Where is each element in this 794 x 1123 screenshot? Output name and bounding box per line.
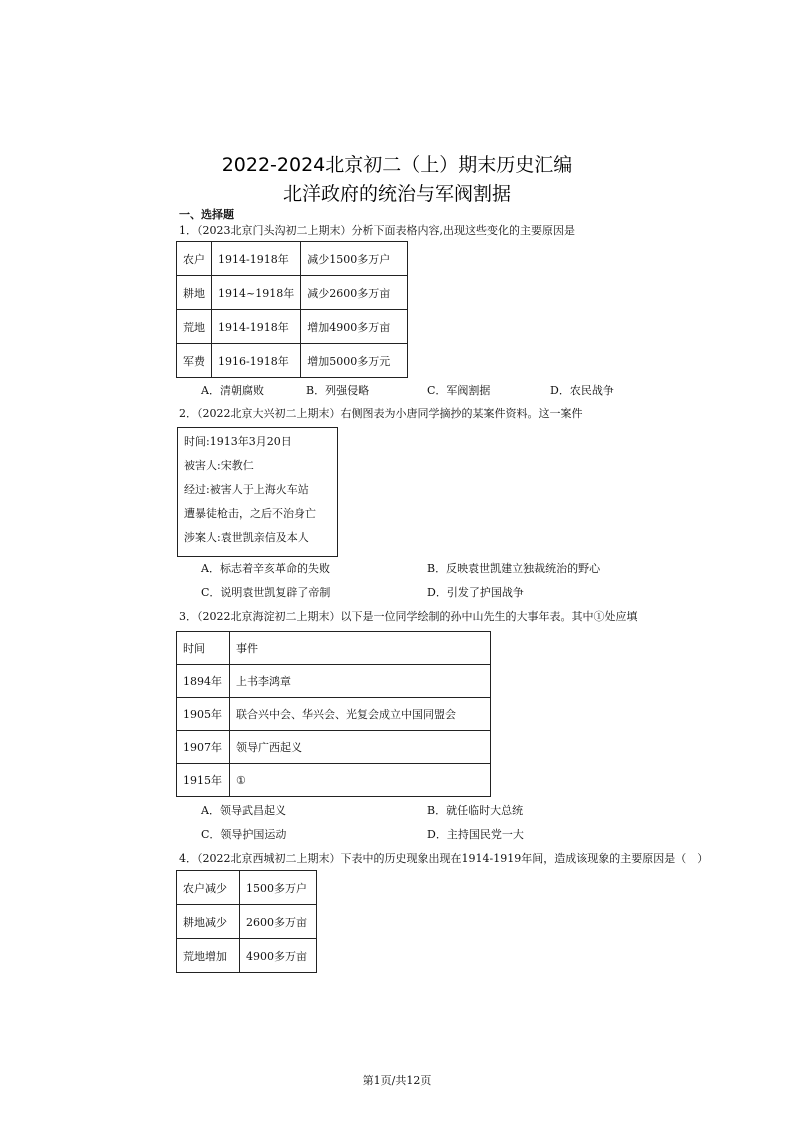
case-line: 被害人:宋教仁 [184,459,254,472]
table-cell: 联合兴中会、华兴会、光复会成立中国同盟会 [230,698,491,731]
q2-option-b: B．反映袁世凯建立独裁统治的野心 [427,562,601,575]
table-cell: 1915年 [177,764,230,797]
table-cell: 上书李鸿章 [230,665,491,698]
q2-stem: 2．（2022北京大兴初二上期末）右侧图表为小唐同学摘抄的某案件资料。这一案件 [179,407,583,420]
table-cell: 1914-1918年 [212,242,301,276]
table-cell: 农户减少 [177,871,240,905]
table-row [177,276,408,310]
section-heading: 一、选择题 [179,208,234,221]
table-cell: 减少2600多万亩 [301,276,408,310]
q1-option-b: B．列强侵略 [306,384,370,397]
table-row [177,242,408,276]
table-cell: 1914~1918年 [212,276,301,310]
table-row [177,344,408,378]
case-line: 涉案人:袁世凯亲信及本人 [184,531,309,544]
table-cell: 农户 [177,242,212,276]
table-cell: 1500多万户 [240,871,317,905]
table-cell: 增加5000多万元 [301,344,408,378]
document-title: 2022-2024北京初二（上）期末历史汇编 [221,154,573,176]
table-row [177,764,491,797]
table-cell: 荒地 [177,310,212,344]
table-cell: 1894年 [177,665,230,698]
table-cell: 1914-1918年 [212,310,301,344]
table-row [177,310,408,344]
q1-table [176,241,408,378]
q4-stem: 4．（2022北京西城初二上期末）下表中的历史现象出现在1914-1919年间，造成该现象的主要原因是（ ） [179,852,709,865]
table-cell: 4900多万亩 [240,939,317,973]
q3-table [176,631,491,797]
table-cell: 1905年 [177,698,230,731]
table-header-cell: 时间 [177,632,230,665]
q3-option-b: B．就任临时大总统 [427,804,524,817]
table-cell: 荒地增加 [177,939,240,973]
table-cell: 2600多万亩 [240,905,317,939]
table-cell: 增加4900多万亩 [301,310,408,344]
q2-option-d: D．引发了护国战争 [427,586,524,599]
table-row [177,632,491,665]
q1-option-a: A．清朝腐败 [201,384,264,397]
table-row [177,665,491,698]
document-subtitle: 北洋政府的统治与军阀割据 [282,183,511,205]
table-cell: 耕地 [177,276,212,310]
q2-option-c: C．说明袁世凯复辟了帝制 [201,586,331,599]
page-number: 第1页/共12页 [362,1074,432,1087]
q3-option-a: A．领导武昌起义 [201,804,286,817]
case-line: 时间:1913年3月20日 [184,435,292,448]
table-cell: 1907年 [177,731,230,764]
table-cell: ① [230,764,491,797]
table-cell: 耕地减少 [177,905,240,939]
table-cell: 减少1500多万户 [301,242,408,276]
q3-stem: 3．（2022北京海淀初二上期末）以下是一位同学绘制的孙中山先生的大事年表。其中①处应填 [179,610,638,623]
q4-table [176,870,317,973]
table-row [177,905,317,939]
table-row [177,939,317,973]
table-cell: 军费 [177,344,212,378]
q3-option-d: D．主持国民党一大 [427,828,524,841]
table-row [177,731,491,764]
q2-option-a: A．标志着辛亥革命的失败 [201,562,330,575]
q1-option-c: C．军阀割据 [427,384,491,397]
table-cell: 1916-1918年 [212,344,301,378]
q1-option-d: D．农民战争 [550,384,614,397]
q1-stem: 1．（2023北京门头沟初二上期末）分析下面表格内容,出现这些变化的主要原因是 [179,224,575,237]
case-line: 经过:被害人于上海火车站 [184,483,309,496]
table-row [177,698,491,731]
table-row [177,871,317,905]
q3-option-c: C．领导护国运动 [201,828,287,841]
case-line: 遭暴徒枪击，之后不治身亡 [184,507,316,520]
case-info-box [177,427,338,557]
table-header-cell: 事件 [230,632,491,665]
table-cell: 领导广西起义 [230,731,491,764]
